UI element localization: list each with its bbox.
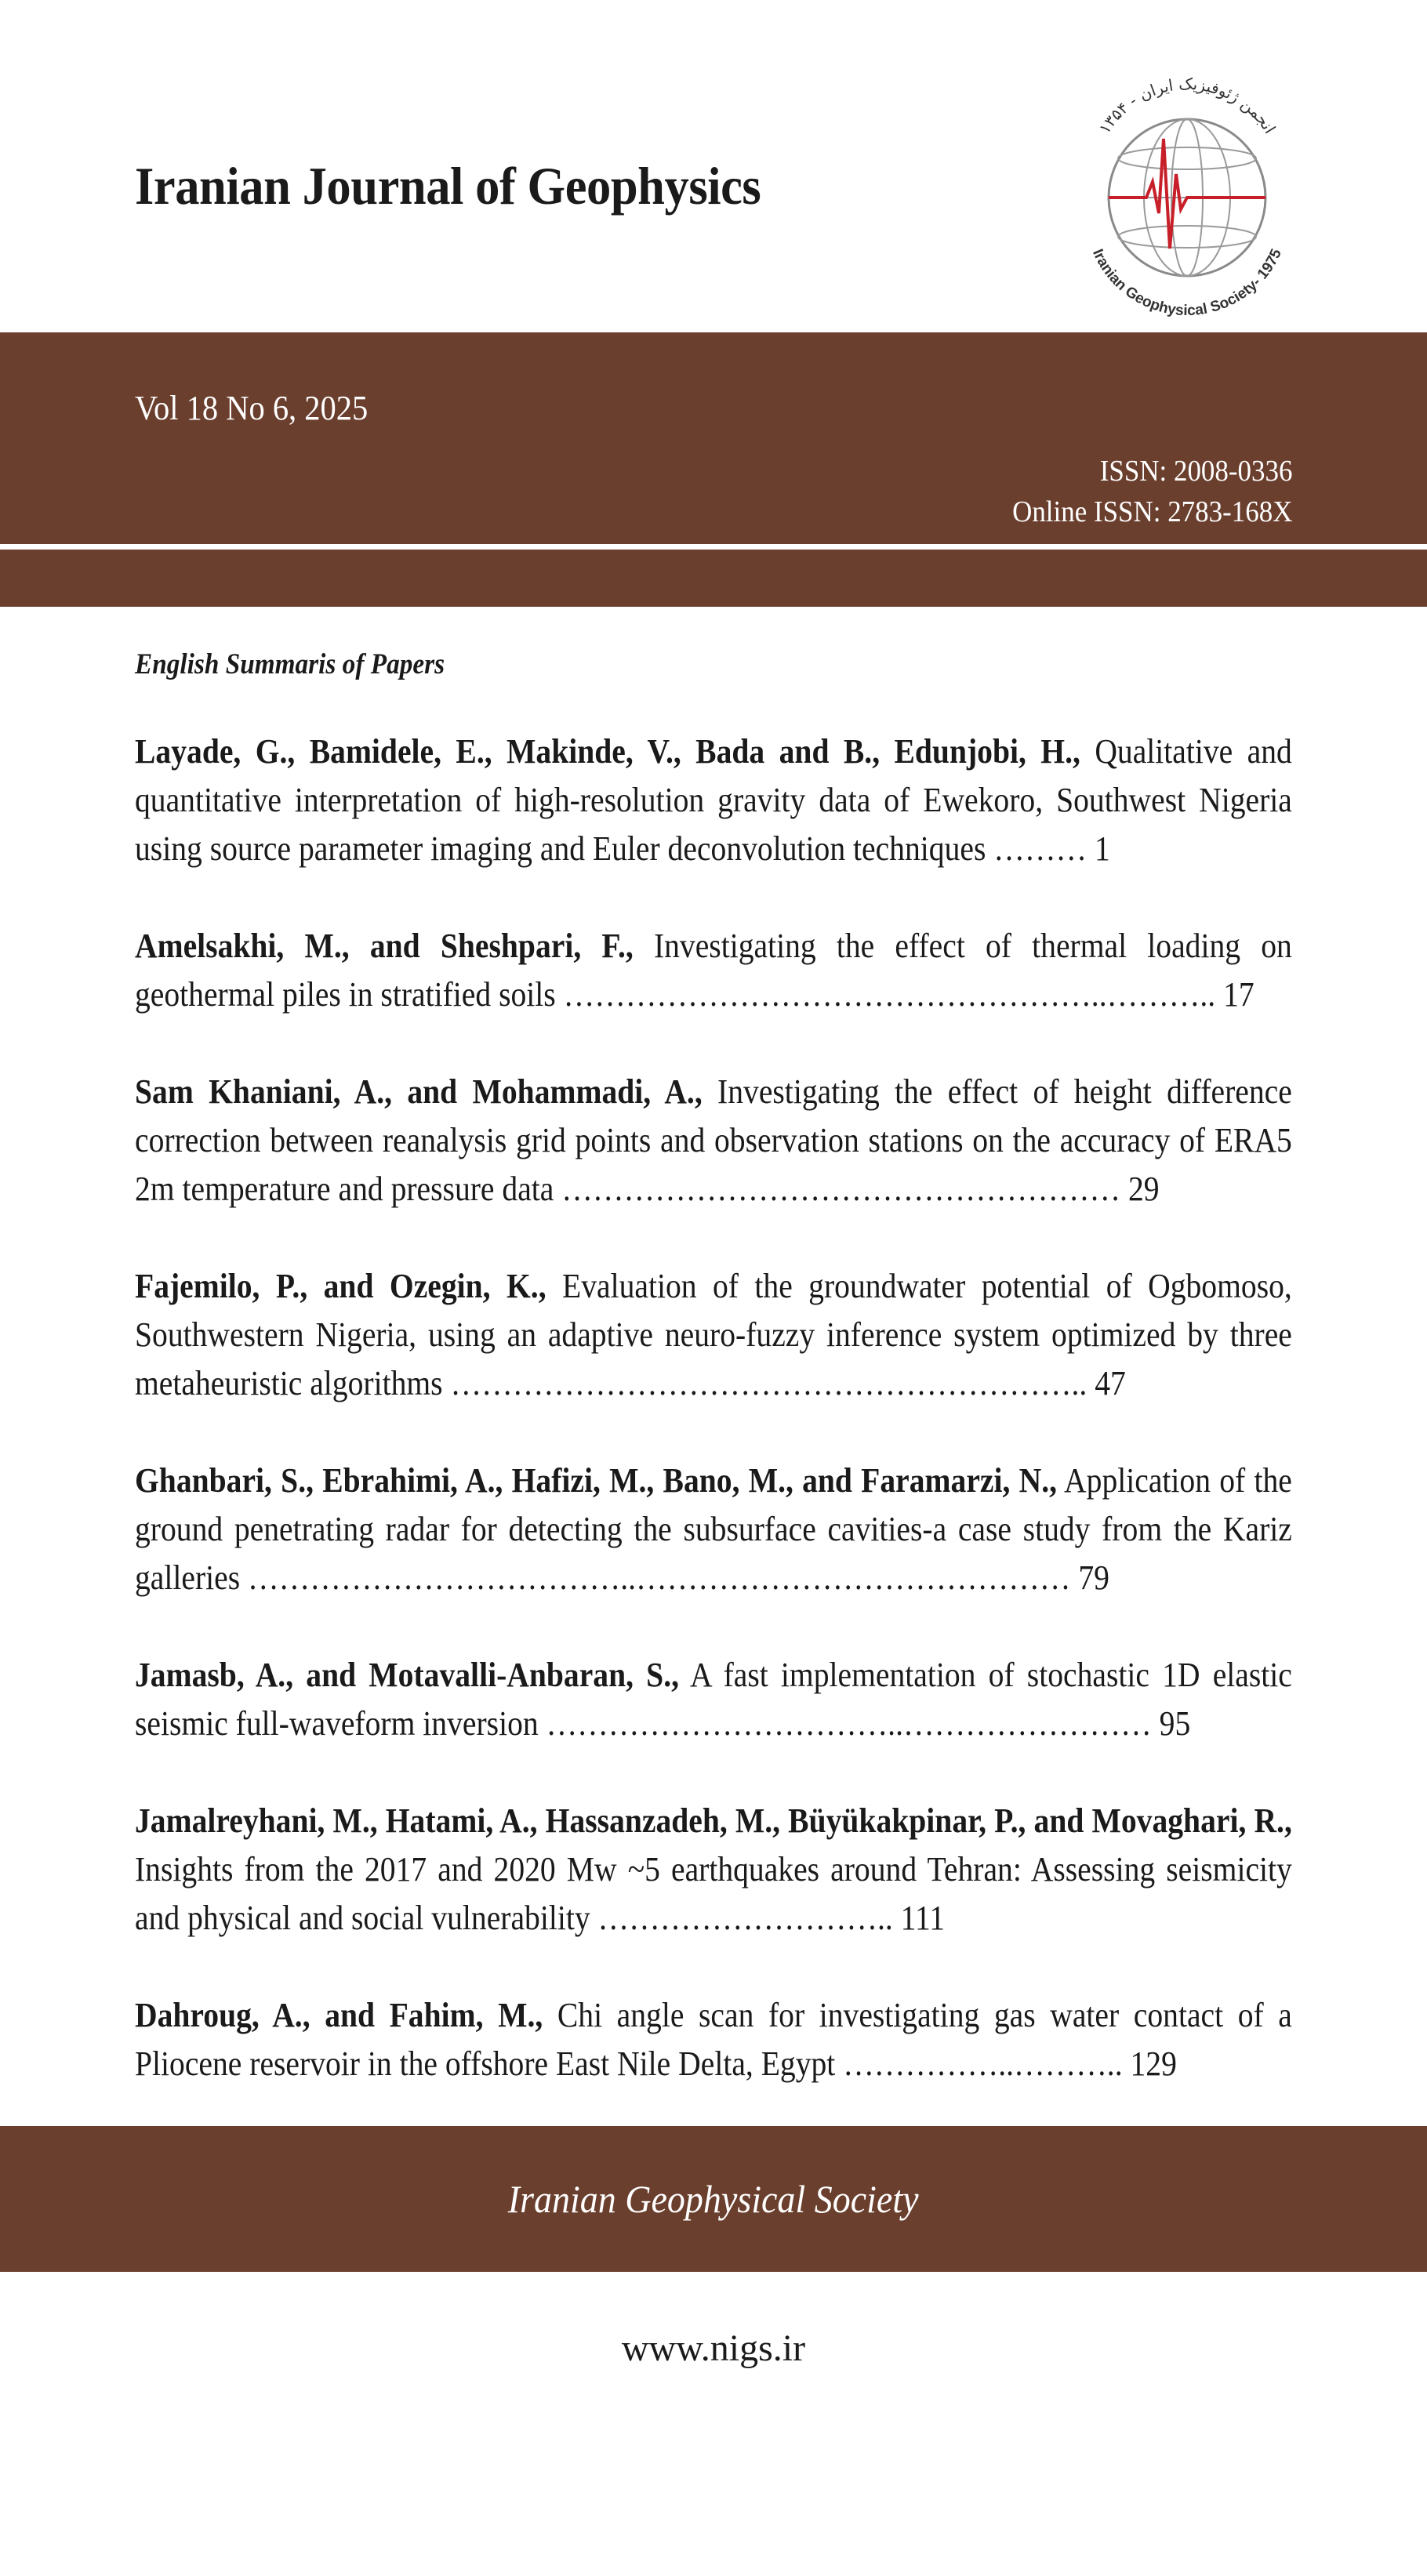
paper-authors: Sam Khaniani, A., and Mohammadi, A.,	[135, 1072, 703, 1111]
volume-label: Vol 18 No 6, 2025	[135, 389, 369, 427]
papers-list	[135, 727, 1292, 2137]
paper-entry	[135, 922, 1292, 1019]
website-link[interactable]: www.nigs.ir	[621, 2327, 806, 2369]
paper-entry	[135, 1068, 1292, 1214]
paper-authors: Jamalreyhani, M., Hatami, A., Hassanzadeh, M., Büyükakpinar, P., and Movaghari, R.,	[135, 1801, 1292, 1840]
issn-print: ISSN: 2008-0336	[1099, 455, 1292, 488]
paper-authors: Dahroug, A., and Fahim, M.,	[135, 1996, 543, 2034]
paper-entry	[135, 1457, 1292, 1602]
paper-title: Application of the ground penetrating radar for detecting the subsurface cavities-a case study from the Kariz galleries ………………………………..…………………………………… 79	[135, 1461, 1292, 1597]
issn-block	[1012, 451, 1292, 532]
paper-title: Investigating the effect of height difference correction between reanalysis grid points and observation stations on the accuracy of ERA5 2m temperature and pressure data ……………………………………………… 29	[135, 1072, 1292, 1208]
paper-title: Qualitative and quantitative interpretation of high-resolution gravity data of Ewekoro, Southwest Nigeria using source parameter imaging and Euler deconvolution techniques ……… 1	[135, 732, 1292, 868]
paper-authors: Fajemilo, P., and Ozegin, K.,	[135, 1267, 546, 1305]
issn-online: Online ISSN: 2783-168X	[1011, 495, 1292, 528]
paper-entry	[135, 1262, 1292, 1408]
footer-band	[0, 2126, 1427, 2272]
paper-entry	[135, 1991, 1292, 2088]
paper-title: A fast implementation of stochastic 1D elastic seismic full-waveform inversion ……………………………..…………………… 95	[135, 1656, 1292, 1743]
paper-authors: Amelsakhi, M., and Sheshpari, F.,	[135, 927, 634, 965]
paper-title: Evaluation of the groundwater potential of Ogbomoso, Southwestern Nigeria, using an adaptive neuro-fuzzy inference system optimized by three metaheuristic algorithms …………………………………………………….. 47	[135, 1267, 1292, 1402]
society-name: Iranian Geophysical Society	[508, 2177, 919, 2221]
section-label: English Summaris of Papers	[135, 648, 445, 680]
paper-title: Chi angle scan for investigating gas water contact of a Pliocene reservoir in the offshore East Nile Delta, Egypt ……………..……….. 129	[135, 1996, 1292, 2083]
band-divider	[0, 544, 1427, 550]
paper-authors: Ghanbari, S., Ebrahimi, A., Hafizi, M., Bano, M., and Faramarzi, N.,	[135, 1461, 1058, 1500]
paper-authors: Jamasb, A., and Motavalli-Anbaran, S.,	[135, 1656, 679, 1694]
paper-entry	[135, 1797, 1292, 1943]
paper-title: Investigating the effect of thermal loading on geothermal piles in stratified soils ……………………………………………..……….. 17	[135, 927, 1292, 1014]
globe-seismogram-icon	[1054, 64, 1320, 331]
logo-text-top: انجمن ژئوفیزیک ایران - ۱۳۵۴	[1095, 74, 1280, 137]
paper-entry	[135, 1651, 1292, 1748]
journal-title: Iranian Journal of Geophysics	[135, 156, 761, 216]
logo-text-bottom: Iranian Geophysical Society- 1975	[1089, 246, 1286, 320]
paper-authors: Layade, G., Bamidele, E., Makinde, V., Bada and B., Edunjobi, H.,	[135, 732, 1080, 771]
paper-title: Insights from the 2017 and 2020 Mw ~5 earthquakes around Tehran: Assessing seismicity and physical and social vulnerability ……………………….. 111	[135, 1850, 1292, 1937]
paper-entry	[135, 727, 1292, 873]
